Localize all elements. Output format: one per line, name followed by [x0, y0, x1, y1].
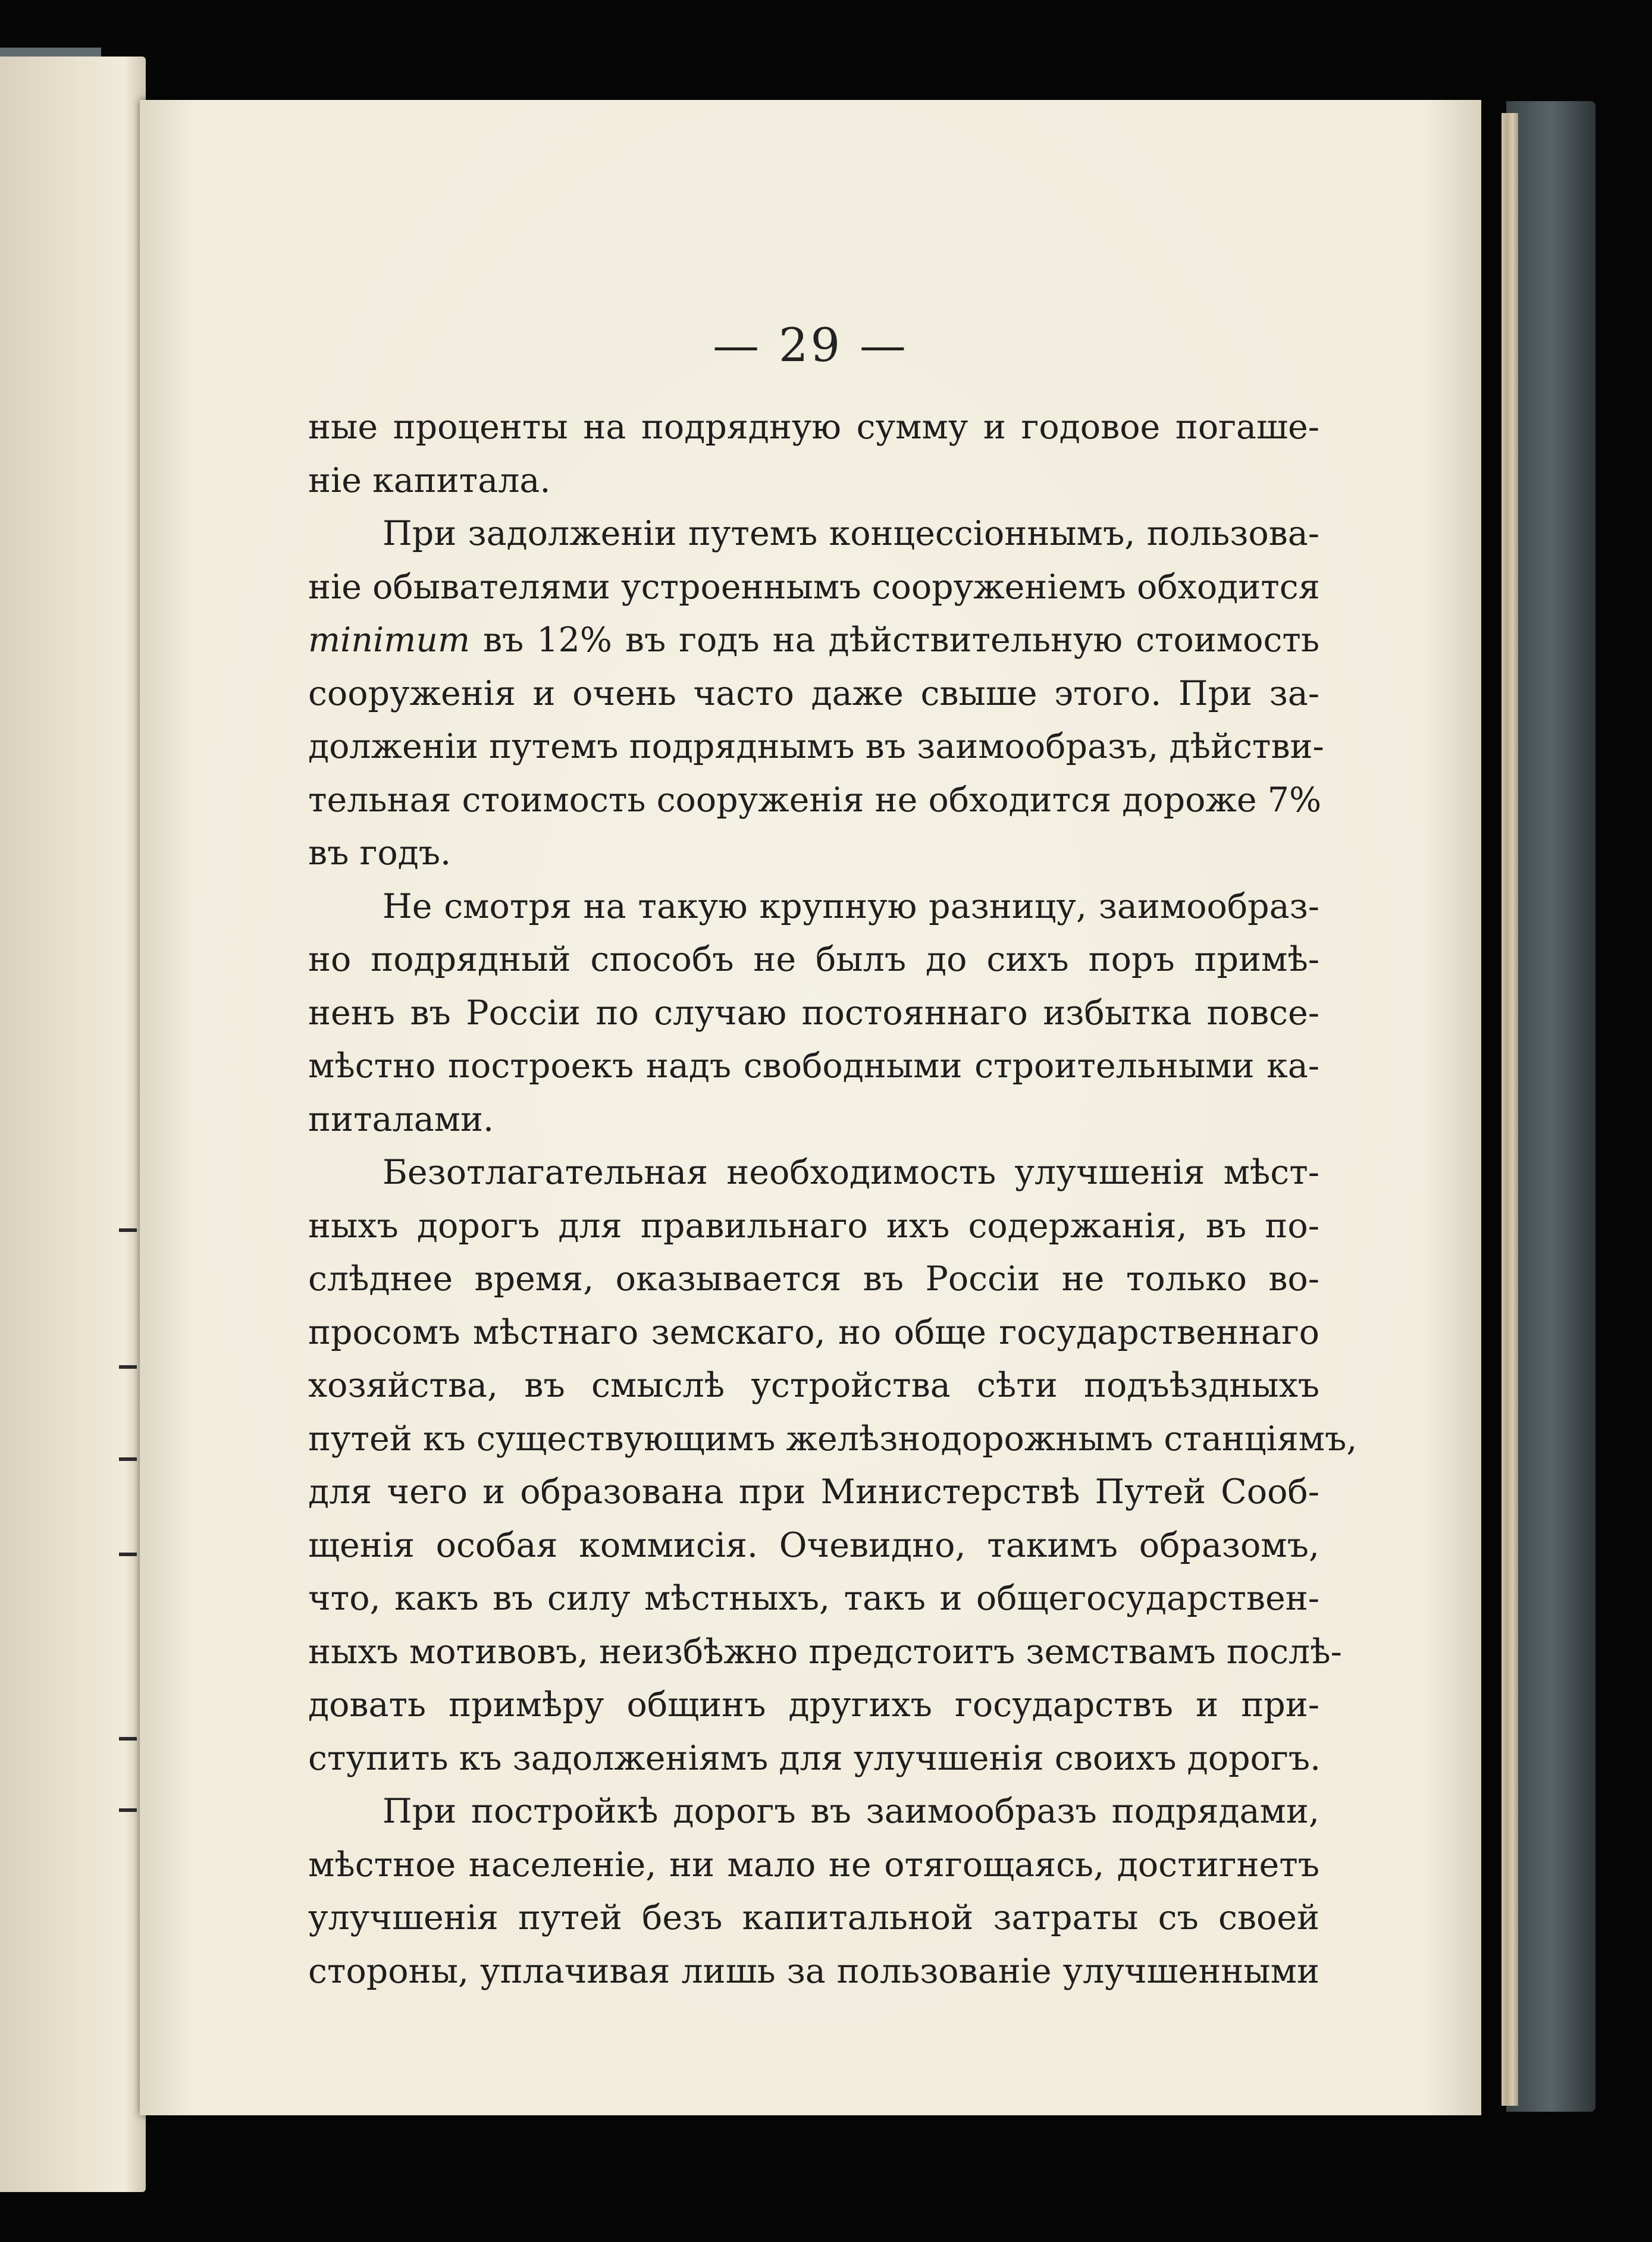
text-line: ніе капитала. — [308, 460, 551, 500]
text-line: щенія особая коммисія. Очевидно, такимъ образомъ, — [308, 1525, 1319, 1565]
text-line: улучшенія путей безъ капитальной затраты съ своей — [308, 1898, 1319, 1937]
text-line: ступить къ задолженіямъ для улучшенія своихъ дорогъ. — [308, 1738, 1321, 1778]
text-line: что, какъ въ силу мѣстныхъ, такъ и общегосударствен- — [308, 1579, 1319, 1618]
previous-page-ink-mark — [119, 1553, 137, 1556]
book-page — [140, 100, 1481, 2115]
previous-page-ink-mark — [119, 1365, 137, 1369]
text-line: просомъ мѣстнаго земскаго, но обще государственнаго — [308, 1312, 1319, 1352]
text-line: ные проценты на подрядную сумму и годовое погаше- — [308, 407, 1319, 447]
page-number: — 29 — — [713, 319, 908, 372]
previous-page-ink-mark — [119, 1808, 137, 1812]
text-line: стороны, уплачивая лишь за пользованіе улучшенными — [308, 1951, 1319, 1991]
text-line: хозяйства, въ смыслѣ устройства сѣти подъѣздныхъ — [308, 1366, 1319, 1405]
text-line: въ годъ. — [308, 833, 452, 873]
text-line: но подрядный способъ не былъ до сихъ поръ примѣ- — [308, 940, 1319, 979]
text-line: ненъ въ Россіи по случаю постояннаго избытка повсе- — [308, 993, 1319, 1033]
previous-page-ink-mark — [119, 1737, 137, 1741]
text-line: для чего и образована при Министерствѣ Путей Сооб- — [308, 1472, 1319, 1512]
text-line: путей къ существующимъ желѣзнодорожнымъ станціямъ, — [308, 1419, 1358, 1459]
page-body-text — [308, 401, 1358, 1998]
previous-page-ink-mark — [119, 1228, 137, 1232]
right-book-cover — [1506, 101, 1595, 2112]
text-line: ныхъ мотивовъ, неизбѣжно предстоитъ земствамъ послѣ- — [308, 1632, 1342, 1672]
text-line: При задолженіи путемъ концессіоннымъ, пользова- — [383, 514, 1319, 553]
text-line: ніе обывателями устроеннымъ сооруженіемъ обходится — [308, 567, 1320, 607]
text-line: тельная стоимость сооруженія не обходится дороже 7% — [308, 780, 1322, 820]
text-line: довать примѣру общинъ другихъ государствъ и при- — [308, 1685, 1319, 1724]
text-line: мѣстное населеніе, ни мало не отягощаясь, достигнетъ — [308, 1845, 1319, 1884]
text-line: слѣднее время, оказывается въ Россіи не только во- — [308, 1259, 1319, 1299]
previous-page-edge — [0, 57, 146, 2192]
italic-word: minimum — [308, 620, 471, 660]
text-line: мѣстно построекъ надъ свободными строительными ка- — [308, 1046, 1319, 1086]
text-line: При постройкѣ дорогъ въ заимообразъ подрядами, — [383, 1792, 1319, 1831]
text-line: Не смотря на такую крупную разницу, заимообраз- — [383, 886, 1319, 926]
text-line: долженіи путемъ подряднымъ въ заимообразъ, дѣйстви- — [308, 727, 1324, 766]
text-line: minimum въ 12% въ годъ на дѣйствительную стоимость — [308, 620, 1319, 660]
text-line: Безотлагательная необходимость улучшенія мѣст- — [383, 1153, 1319, 1192]
text-line: питалами. — [308, 1099, 494, 1139]
previous-page-ink-mark — [119, 1457, 137, 1461]
page-stack-edge — [1501, 113, 1518, 2106]
text-line: сооруженія и очень часто даже свыше этого. При за- — [308, 673, 1319, 713]
text-line: ныхъ дорогъ для правильнаго ихъ содержанія, въ по- — [308, 1206, 1319, 1246]
